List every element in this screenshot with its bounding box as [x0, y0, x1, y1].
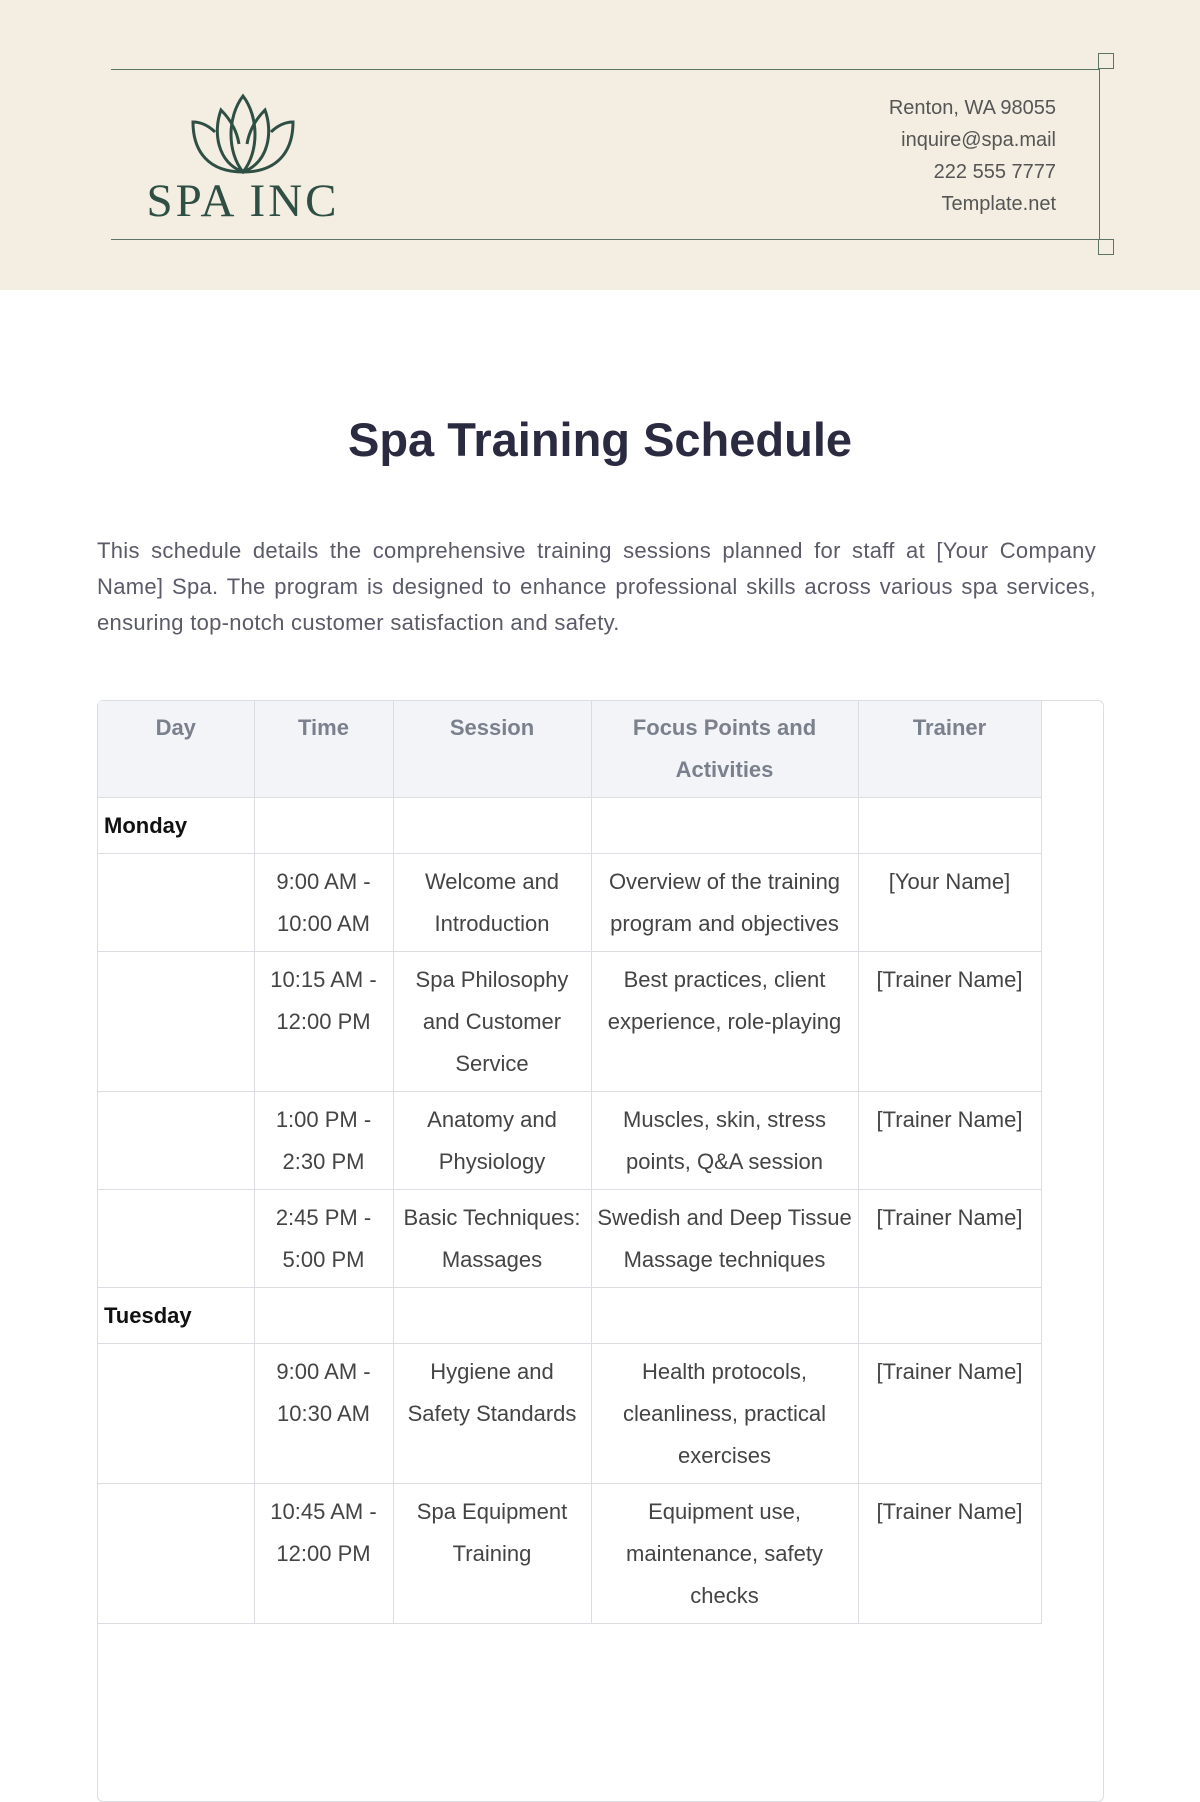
cell-time: 1:00 PM - 2:30 PM: [254, 1092, 393, 1190]
cell-session: Spa Equipment Training: [393, 1484, 591, 1624]
company-logo: [140, 92, 346, 226]
address: Renton, WA 98055: [888, 97, 1056, 119]
corner-square: [1098, 53, 1114, 69]
side-rule: [1099, 69, 1100, 239]
cell-session: [393, 1288, 591, 1344]
cell-trainer: [Your Name]: [858, 854, 1041, 952]
column-header-trainer: Trainer: [858, 701, 1041, 798]
table-row: [98, 1484, 1041, 1624]
cell-session: Anatomy and Physiology: [393, 1092, 591, 1190]
intro-paragraph: This schedule details the comprehensive training sessions planned for staff at [Your Company Name] Spa. The program is designed to enhance professional skills across various spa services, ensuring top-notch customer satisfaction and safety.: [97, 538, 1096, 635]
schedule-table: [98, 701, 1042, 1624]
column-header-session: Session: [393, 701, 591, 798]
cell-session: Spa Philosophy and Customer Service: [393, 952, 591, 1092]
cell-time: 9:00 AM - 10:30 AM: [254, 1344, 393, 1484]
cell-trainer: [Trainer Name]: [858, 1092, 1041, 1190]
email: inquire@spa.mail: [901, 129, 1056, 151]
cell-focus: Overview of the training program and objectives: [591, 854, 858, 952]
cell-trainer: [858, 1288, 1041, 1344]
cell-focus: Swedish and Deep Tissue Massage techniques: [591, 1190, 858, 1288]
bottom-rule: [111, 239, 1100, 240]
cell-session: Basic Techniques: Massages: [393, 1190, 591, 1288]
cell-session: Hygiene and Safety Standards: [393, 1344, 591, 1484]
letterhead: [0, 0, 1200, 290]
table-row: [98, 952, 1041, 1092]
cell-trainer: [Trainer Name]: [858, 1484, 1041, 1624]
cell-focus: [591, 798, 858, 854]
cell-day: [98, 854, 254, 952]
cell-trainer: [Trainer Name]: [858, 952, 1041, 1092]
cell-session: Welcome and Introduction: [393, 854, 591, 952]
cell-focus: Muscles, skin, stress points, Q&A session: [591, 1092, 858, 1190]
contact-info: [889, 92, 1056, 220]
cell-day: [98, 1344, 254, 1484]
cell-trainer: [Trainer Name]: [858, 1344, 1041, 1484]
column-header-time: Time: [254, 701, 393, 798]
table-row: [98, 1190, 1041, 1288]
cell-focus: Health protocols, cleanliness, practical exercises: [591, 1344, 858, 1484]
cell-focus: Equipment use, maintenance, safety checks: [591, 1484, 858, 1624]
cell-day: [98, 1484, 254, 1624]
cell-trainer: [858, 798, 1041, 854]
table-header-row: [98, 701, 1041, 798]
cell-day: Monday: [98, 798, 254, 854]
cell-time: 2:45 PM - 5:00 PM: [254, 1190, 393, 1288]
cell-time: 9:00 AM - 10:00 AM: [254, 854, 393, 952]
column-header-day: Day: [98, 701, 254, 798]
cell-focus: Best practices, client experience, role-playing: [591, 952, 858, 1092]
day-header-row: [98, 1288, 1041, 1344]
cell-time: [254, 1288, 393, 1344]
cell-day: Tuesday: [98, 1288, 254, 1344]
cell-focus: [591, 1288, 858, 1344]
cell-day: [98, 952, 254, 1092]
schedule-table-container: [97, 700, 1104, 1802]
cell-day: [98, 1092, 254, 1190]
phone: 222 555 7777: [933, 161, 1056, 183]
corner-square: [1098, 239, 1114, 255]
website: Template.net: [941, 193, 1056, 215]
top-rule: [111, 69, 1100, 70]
lotus-icon: [187, 92, 299, 174]
brand-name: SPA INC: [146, 175, 340, 227]
table-row: [98, 854, 1041, 952]
cell-time: [254, 798, 393, 854]
table-row: [98, 1092, 1041, 1190]
page-title: Spa Training Schedule: [347, 413, 853, 466]
cell-session: [393, 798, 591, 854]
table-row: [98, 1344, 1041, 1484]
cell-time: 10:45 AM - 12:00 PM: [254, 1484, 393, 1624]
cell-time: 10:15 AM - 12:00 PM: [254, 952, 393, 1092]
day-header-row: [98, 798, 1041, 854]
column-header-focus: Focus Points and Activities: [591, 701, 858, 798]
cell-day: [98, 1190, 254, 1288]
cell-trainer: [Trainer Name]: [858, 1190, 1041, 1288]
